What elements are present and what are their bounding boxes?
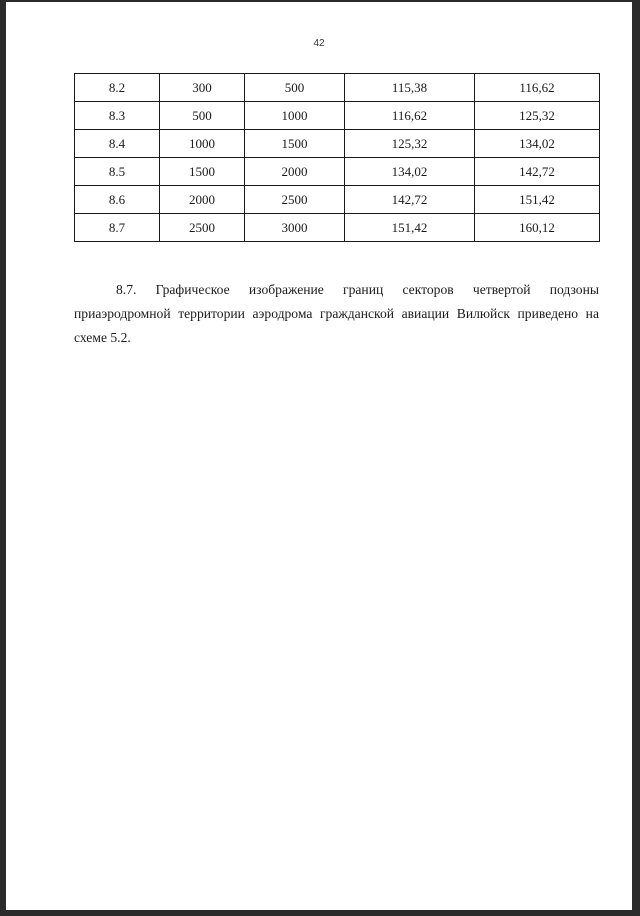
table-cell: 116,62 <box>475 74 600 102</box>
table-cell: 2000 <box>245 158 345 186</box>
table-row <box>75 74 600 102</box>
table-cell: 300 <box>160 74 245 102</box>
table-row <box>75 130 600 158</box>
sector-table <box>74 73 600 242</box>
table-cell: 8.4 <box>75 130 160 158</box>
page-number: 42 <box>313 38 325 49</box>
table-cell: 134,02 <box>475 130 600 158</box>
table-cell: 125,32 <box>345 130 475 158</box>
table-cell: 125,32 <box>475 102 600 130</box>
table-cell: 151,42 <box>345 214 475 242</box>
table-cell: 3000 <box>245 214 345 242</box>
table-cell: 1000 <box>245 102 345 130</box>
table-cell: 151,42 <box>475 186 600 214</box>
table-cell: 8.6 <box>75 186 160 214</box>
table-cell: 1500 <box>160 158 245 186</box>
table-cell: 134,02 <box>345 158 475 186</box>
table-cell: 142,72 <box>345 186 475 214</box>
table-row <box>75 186 600 214</box>
table-cell: 1500 <box>245 130 345 158</box>
table-cell: 8.3 <box>75 102 160 130</box>
table-cell: 142,72 <box>475 158 600 186</box>
table-cell: 500 <box>160 102 245 130</box>
table-cell: 2000 <box>160 186 245 214</box>
table-cell: 8.5 <box>75 158 160 186</box>
table-cell: 1000 <box>160 130 245 158</box>
table-cell: 2500 <box>245 186 345 214</box>
table-cell: 116,62 <box>345 102 475 130</box>
table-cell: 160,12 <box>475 214 600 242</box>
table-cell: 115,38 <box>345 74 475 102</box>
table-cell: 8.7 <box>75 214 160 242</box>
table-cell: 2500 <box>160 214 245 242</box>
document-page <box>6 2 632 910</box>
table-row <box>75 214 600 242</box>
table-row <box>75 158 600 186</box>
table-row <box>75 102 600 130</box>
body-paragraph: 8.7. Графическое изображение границ секторов четвертой подзоны приаэродромной территории аэродрома гражданской авиации Вилюйск приведено на схеме 5.2. <box>74 282 599 345</box>
table-cell: 500 <box>245 74 345 102</box>
table-cell: 8.2 <box>75 74 160 102</box>
